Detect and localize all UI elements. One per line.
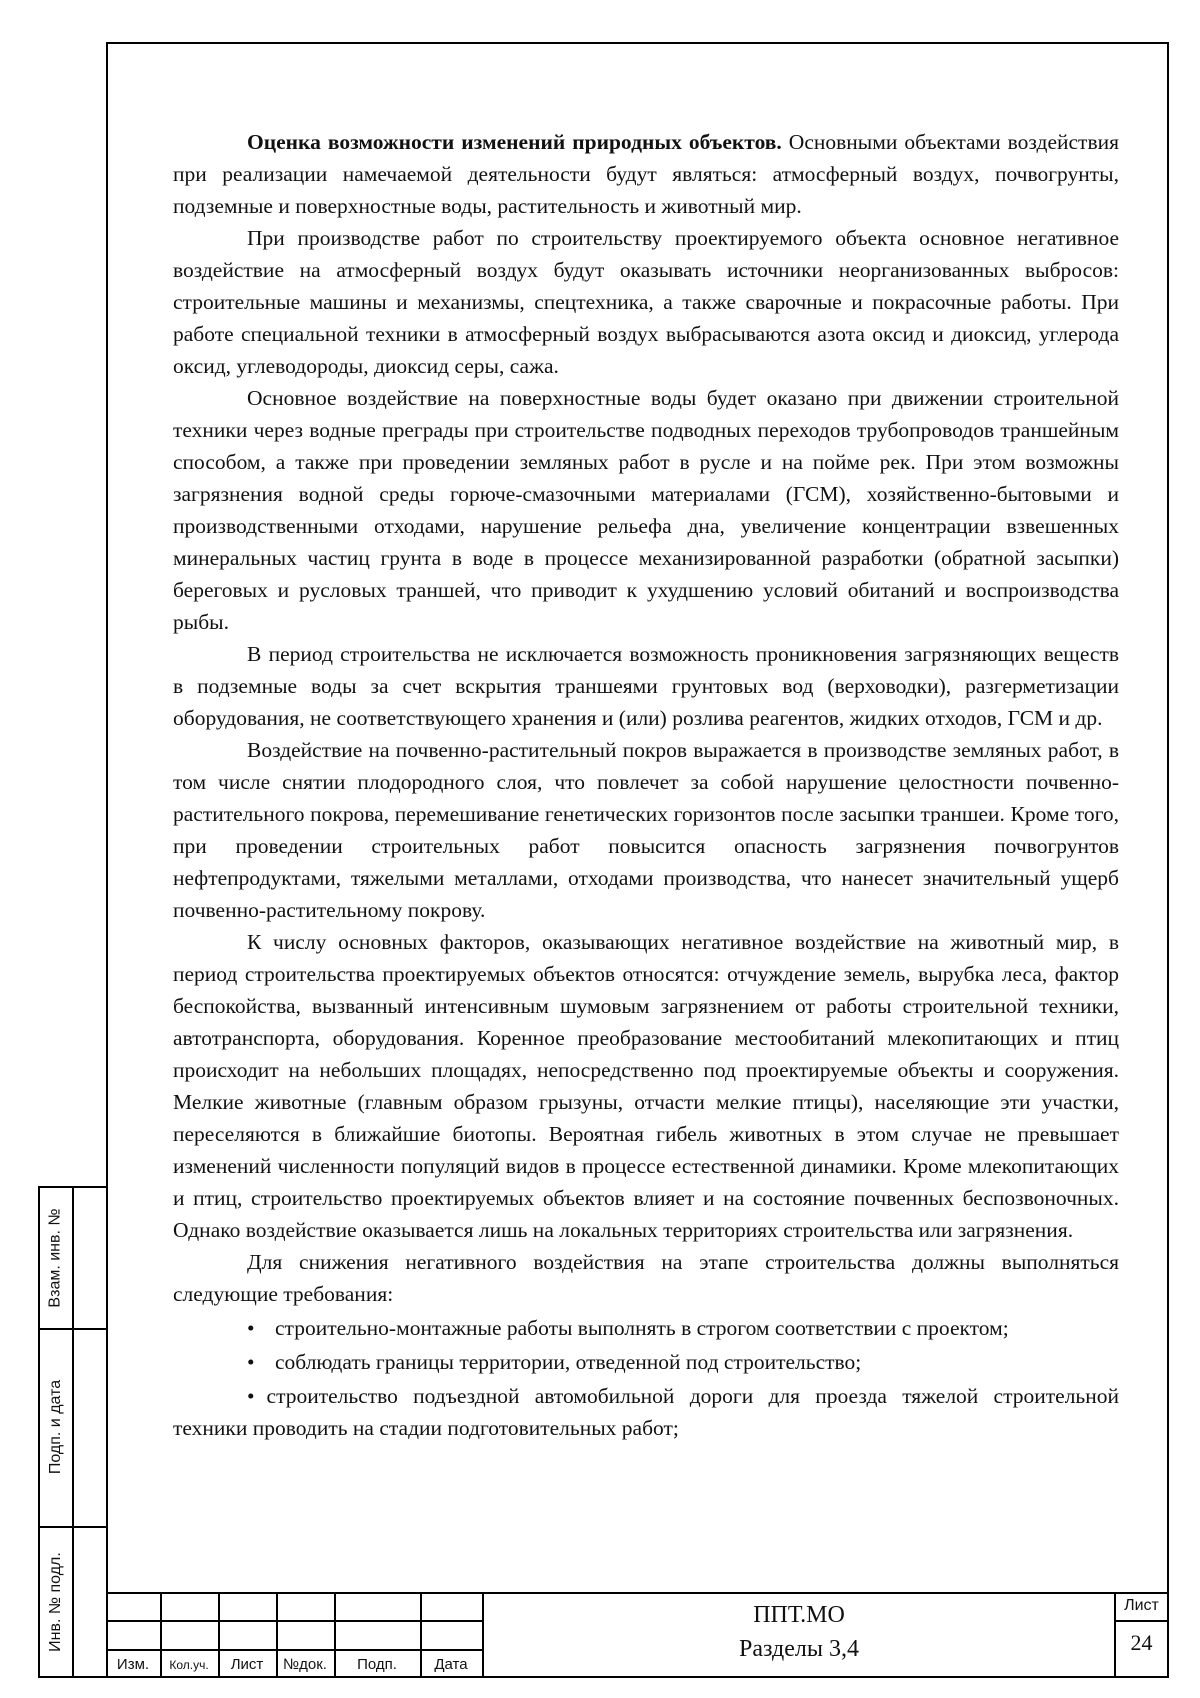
sheet-label: Лист <box>1124 1597 1159 1614</box>
bullet-icon: • <box>247 1350 255 1374</box>
side-stamp <box>38 1186 106 1678</box>
list-item-text: соблюдать границы территории, отведенной под строительство; <box>275 1350 862 1374</box>
list-item <box>173 1380 1119 1444</box>
title-block <box>106 1592 1169 1678</box>
paragraph: Для снижения негативного воздействия на этапе строительства должны выполняться следующие требования: <box>173 1250 1119 1306</box>
paragraph: Основное воздействие на поверхностные воды будет оказано при движении строительной техники через водные преграды при строительстве подводных переходов трубопроводов траншейным способом, а также при проведении земляных работ в русле и на пойме рек. При этом возможны загрязнения водной среды горюче-смазочными материалами (ГСМ), хозяйственно-бытовыми и производственными отходами, нарушение рельефа дна, увеличение концентрации взвешенных минеральных частиц грунта в воде в процессе механизированной разработки (обратной засыпки) береговых и русловых траншей, что приводит к ухудшению условий обитаний и воспроизводства рыбы. <box>173 386 1119 634</box>
sheet-number: 24 <box>1130 1630 1153 1655</box>
document-section: Разделы 3,4 <box>738 1636 859 1662</box>
list-item <box>173 1346 1119 1378</box>
col-ndok: №док. <box>283 1656 327 1673</box>
paragraph-text: Основными объектами воздействия при реализации намечаемой деятельности будут являться: атмосферный воздух, почвогрунты, подземные и поверхностные воды, растительность и животный мир. <box>173 130 1119 218</box>
paragraph: К числу основных факторов, оказывающих негативное воздействие на животный мир, в период строительства проектируемых объектов относятся: отчуждение земель, вырубка леса, фактор беспокойства, вызванный интенсивным шумовым загрязнением от работы строительной техники, автотранспорта, оборудования. Коренное преобразование местообитаний млекопитающих и птиц происходит на небольших площадях, непосредственно под проектируемые объекты и сооружения. Мелкие животные (главным образом грызуны, отчасти мелкие птицы), населяющие эти участки, переселяются в ближайшие биотопы. Вероятная гибель животных в этом случае не превышает изменений численности популяций видов в процессе естественной динамики. Кроме млекопитающих и птиц, строительство проектируемых объектов влияет и на состояние почвенных беспозвоночных. Однако воздействие оказывается лишь на локальных территориях строительства или загрязнения. <box>173 930 1119 1242</box>
paragraph: В период строительства не исключается возможность проникновения загрязняющих веществ в подземные воды за счет вскрытия траншеями грунтовых вод (верховодки), разгерметизации оборудования, не соответствующего хранения и (или) розлива реагентов, жидких отходов, ГСМ и др. <box>173 642 1119 730</box>
paragraph <box>173 126 1119 222</box>
title-block-border <box>106 1592 1169 1594</box>
title-block-gridline <box>106 1649 482 1651</box>
title-block-gridline <box>106 1620 482 1622</box>
side-stamp-divider <box>72 1188 74 1676</box>
list-item <box>173 1312 1119 1344</box>
paragraph: При производстве работ по строительству проектируемого объекта основное негативное воздействие на атмосферный воздух будут оказывать источники неорганизованных выбросов: строительные машины и механизмы, спецтехника, а также сварочные и покрасочные работы. При работе специальной техники в атмосферный воздух выбрасываются азота оксид и диоксид, углерода оксид, углеводороды, диоксид серы, сажа. <box>173 226 1119 378</box>
document-body <box>173 126 1119 1444</box>
side-stamp-cell-podp <box>40 1328 72 1526</box>
col-podp: Подп. <box>357 1656 397 1673</box>
paragraph: Воздействие на почвенно-растительный покров выражается в производстве земляных работ, в том числе снятии плодородного слоя, что повлечет за собой нарушение целостности почвенно-растительного покрова, перемешивание генетических горизонтов после засыпки траншеи. Кроме того, при проведении строительных работ повысится опасность загрязнения почвогрунтов нефтепродуктами, тяжелыми металлами, отходами производства, что нанесет значительный ущерб почвенно-растительному покрову. <box>173 738 1119 922</box>
requirements-list <box>173 1312 1119 1444</box>
title-block-gridline <box>1114 1620 1169 1622</box>
col-data: Дата <box>434 1656 468 1673</box>
side-stamp-label-inv: Инв. № подл. <box>47 1552 65 1652</box>
side-stamp-cell-vzam <box>40 1188 72 1328</box>
list-item-text: строительство подъездной автомобильной дороги для проезда тяжелой строительной техники проводить на стадии подготовительных работ; <box>173 1384 1119 1440</box>
document-code: ППТ.МО <box>753 1602 845 1628</box>
bullet-icon: • <box>247 1316 255 1340</box>
list-item-text: строительно-монтажные работы выполнять в строгом соответствии с проектом; <box>275 1316 1009 1340</box>
side-stamp-cell-inv <box>40 1526 72 1678</box>
col-izm: Изм. <box>116 1656 150 1673</box>
bullet-icon: • <box>247 1384 255 1408</box>
col-kol: Кол.уч. <box>169 1658 209 1672</box>
side-stamp-label-vzam: Взам. инв. № <box>47 1208 64 1308</box>
paragraph-heading: Оценка возможности изменений природных объектов. <box>247 130 782 154</box>
side-stamp-label-podp: Подп. и дата <box>47 1379 64 1475</box>
col-list: Лист <box>230 1656 264 1673</box>
